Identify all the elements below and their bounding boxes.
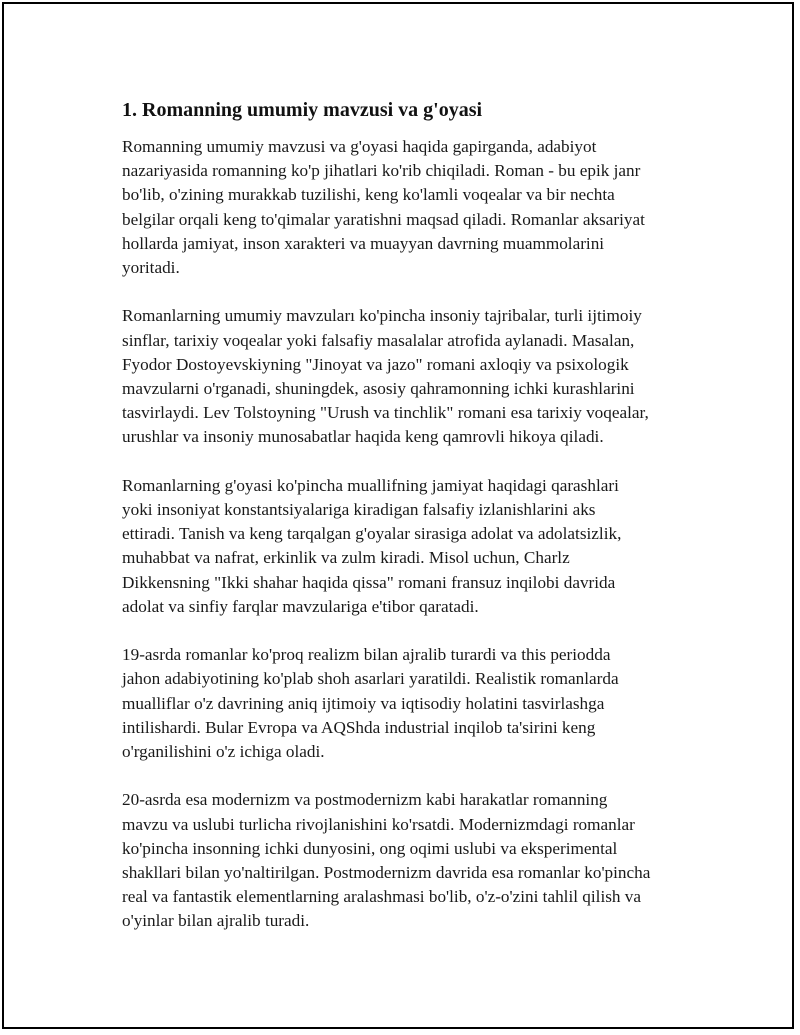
paragraph-line: bo'lib, o'zining murakkab tuzilishi, keng ko'lamli voqealar va bir nechta [122, 185, 615, 205]
paragraph-line: yoki insoniyat konstantsiyalariga kiradigan falsafiy izlanishlarini aks [122, 500, 596, 520]
paragraph-line: muhabbat va nafrat, erkinlik va zulm kiradi. Misol uchun, Charlz [122, 548, 570, 568]
paragraph-line: intilishardi. Bular Evropa va AQShda industrial inqilob ta'sirini keng [122, 717, 596, 737]
paragraph-line: real va fantastik elementlarning aralashmasi bo'lib, o'z-o'zini tahlil qilish va [122, 887, 642, 907]
paragraph-3 [122, 474, 722, 619]
paragraph-line: Romanlarning umumiy mavzuları ko'pincha insoniy tajribalar, turli ijtimoiy [122, 306, 642, 326]
paragraph-line: 20-asrda esa modernizm va postmodernizm kabi harakatlar romanning [122, 790, 608, 810]
paragraph-line: Fyodor Dostoyevskiyning "Jinoyat va jazo" romani axloqiy va psixologik [122, 354, 629, 374]
paragraph-line: shakllari bilan yo'naltirilgan. Postmodernizm davrida esa romanlar ko'pincha [122, 863, 651, 883]
paragraph-line: mavzularni o'rganadi, shuningdek, asosiy qahramonning ichki kurashlarini [122, 379, 635, 399]
paragraph-line: Dikkensning "Ikki shahar haqida qissa" romani fransuz inqilobi davrida [122, 572, 616, 592]
paragraph-5 [122, 788, 722, 933]
paragraph-line: tasvirlaydi. Lev Tolstoyning "Urush va tinchlik" romani esa tarixiy voqealar, [122, 403, 649, 423]
paragraph-4 [122, 643, 722, 764]
paragraph-line: o'rganilishini o'z ichiga oladi. [122, 742, 325, 762]
paragraph-line: mavzu va uslubi turlicha rivojlanishini ko'rsatdi. Modernizmdagi romanlar [122, 814, 635, 834]
paragraph-line: o'yinlar bilan ajralib turadi. [122, 911, 310, 931]
paragraph-line: urushlar va insoniy munosabatlar haqida keng qamrovli hikoya qiladi. [122, 427, 604, 447]
paragraph-line: yoritadi. [122, 258, 180, 278]
paragraph-line: mualliflar o'z davrining aniq ijtimoiy va iqtisodiy holatini tasvirlashga [122, 693, 605, 713]
paragraph-line: nazariyasida romanning ko'p jihatlari ko'rib chiqiladi. Roman - bu epik janr [122, 161, 641, 181]
paragraph-line: sinflar, tarixiy voqealar yoki falsafiy masalalar atrofida aylanadi. Masalan, [122, 330, 635, 350]
paragraph-line: ettiradi. Tanish va keng tarqalgan g'oyalar sirasiga adolat va adolatsizlik, [122, 524, 622, 544]
paragraph-line: ko'pincha insonning ichki dunyosini, ong oqimi uslubi va eksperimental [122, 838, 618, 858]
paragraph-line: adolat va sinfiy farqlar mavzulariga e'tibor qaratadi. [122, 596, 479, 616]
paragraph-line: 19-asrda romanlar ko'proq realizm bilan ajralib turardi va this periodda [122, 645, 611, 665]
section-heading: 1. Romanning umumiy mavzusi va g'oyasi [122, 99, 483, 121]
paragraph-line: hollarda jamiyat, inson xarakteri va muayyan davrning muammolarini [122, 233, 605, 253]
paragraph-2 [122, 304, 722, 449]
paragraph-line: Romanlarning g'oyasi ko'pincha muallifning jamiyat haqidagi qarashlari [122, 475, 619, 495]
document-body [122, 97, 722, 958]
document-page [2, 2, 794, 1029]
paragraph-line: belgilar orqali keng to'qimalar yaratishni maqsad qiladi. Romanlar aksariyat [122, 209, 645, 229]
paragraph-1 [122, 135, 722, 280]
paragraph-line: jahon adabiyotining ko'plab shoh asarlari yaratildi. Realistik romanlarda [122, 669, 619, 689]
paragraph-line: Romanning umumiy mavzusi va g'oyasi haqida gapirganda, adabiyot [122, 137, 597, 156]
